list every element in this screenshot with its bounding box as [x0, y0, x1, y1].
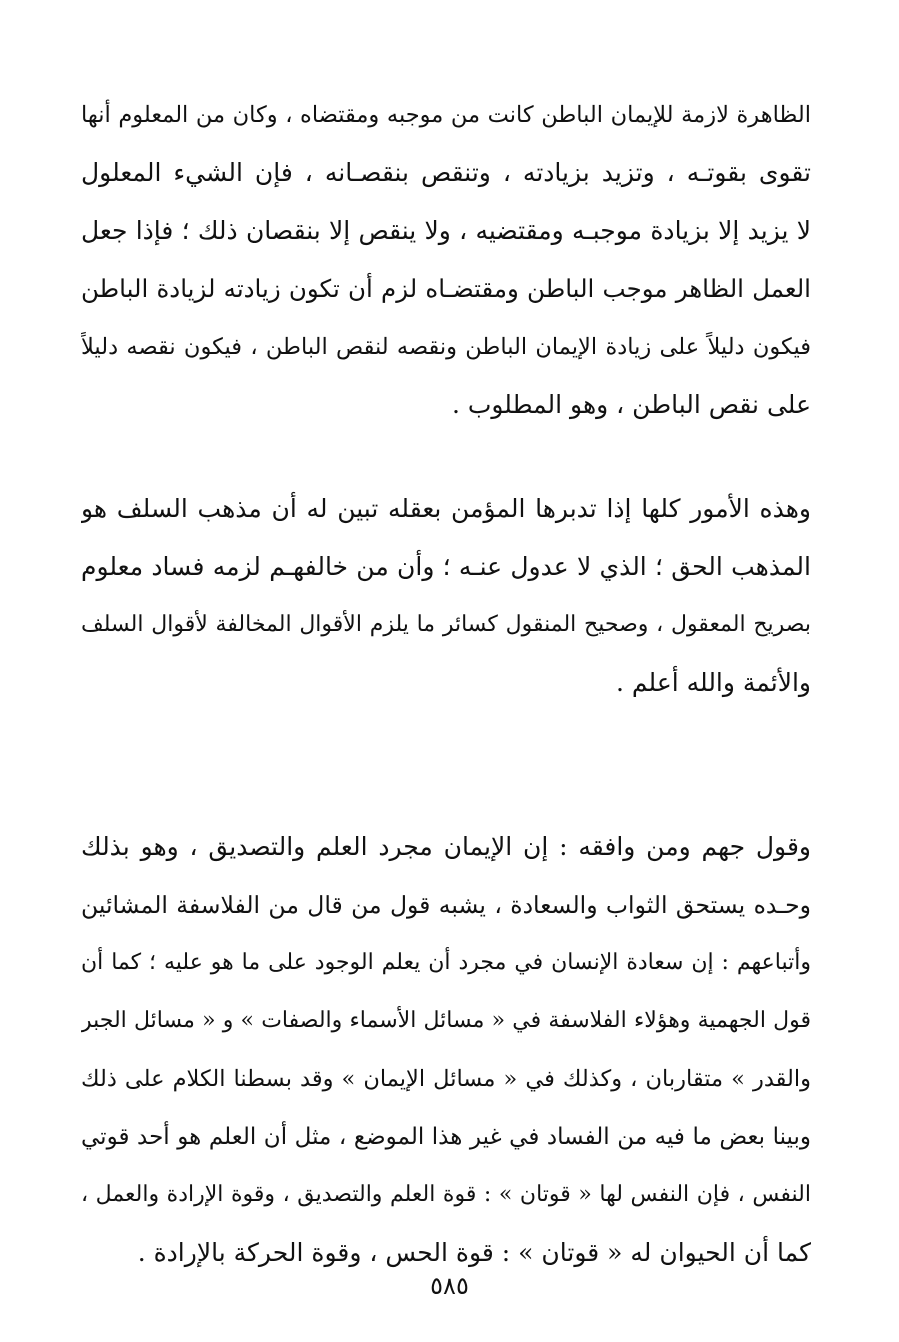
- text-line: الظاهرة لازمة للإيمان الباطن كانت من موجبه ومقتضاه ، وكان من المعلوم أنها: [81, 102, 811, 128]
- text-line: على نقص الباطن ، وهو المطلوب .: [451, 390, 811, 419]
- text-line: وقول جهم ومن وافقه : إن الإيمان مجرد العلم والتصديق ، وهو بذلك: [81, 832, 811, 861]
- paragraph-1: [81, 86, 811, 434]
- text-line: وحـده يستحق الثواب والسعادة ، يشبه قول من قال من الفلاسفة المشائين: [81, 891, 811, 919]
- text-line: النفس ، فإن النفس لها « قوتان » : قوة العلم والتصديق ، وقوة الإرادة والعمل ،: [81, 1182, 811, 1207]
- text-line: والقدر » متقاربان ، وكذلك في « مسائل الإيمان » وقد بسطنا الكلام على ذلك: [81, 1066, 811, 1092]
- text-line: المذهب الحق ؛ الذي لا عدول عنـه ؛ وأن من خالفهـم لزمه فساد معلوم: [81, 552, 811, 581]
- text-line: وأتباعهم : إن سعادة الإنسان في مجرد أن يعلم الوجود على ما هو عليه ؛ كما أن: [81, 950, 811, 975]
- text-line: كما أن الحيوان له « قوتان » : قوة الحس ، وقوة الحركة بالإرادة .: [137, 1238, 811, 1267]
- text-line: فيكون دليلاً على زيادة الإيمان الباطن ونقصه لنقص الباطن ، فيكون نقصه دليلاً: [81, 334, 811, 360]
- text-line: وبينا بعض ما فيه من الفساد في غير هذا الموضع ، مثل أن العلم هو أحد قوتي: [81, 1124, 811, 1150]
- text-line: بصريح المعقول ، وصحيح المنقول كسائر ما يلزم الأقوال المخالفة لأقوال السلف: [81, 612, 811, 637]
- text-line: العمل الظاهر موجب الباطن ومقتضـاه لزم أن تكون زيادته لزيادة الباطن: [81, 274, 811, 303]
- paragraph-2: [81, 480, 811, 712]
- text-line: قول الجهمية وهؤلاء الفلاسفة في « مسائل الأسماء والصفات » و « مسائل الجبر: [81, 1008, 811, 1033]
- text-line: والأئمة والله أعلم .: [616, 668, 811, 697]
- text-line: لا يزيد إلا بزيادة موجبـه ومقتضيه ، ولا ينقص إلا بنقصان ذلك ؛ فإذا جعل: [81, 216, 811, 245]
- text-line: وهذه الأمور كلها إذا تدبرها المؤمن بعقله تبين له أن مذهب السلف هو: [81, 494, 811, 523]
- paragraph-3: [81, 818, 811, 1282]
- text-line: تقوى بقوتـه ، وتزيد بزيادته ، وتنقص بنقصـانه ، فإن الشيء المعلول: [81, 158, 811, 187]
- page-number: ٥٨٥: [430, 1272, 469, 1300]
